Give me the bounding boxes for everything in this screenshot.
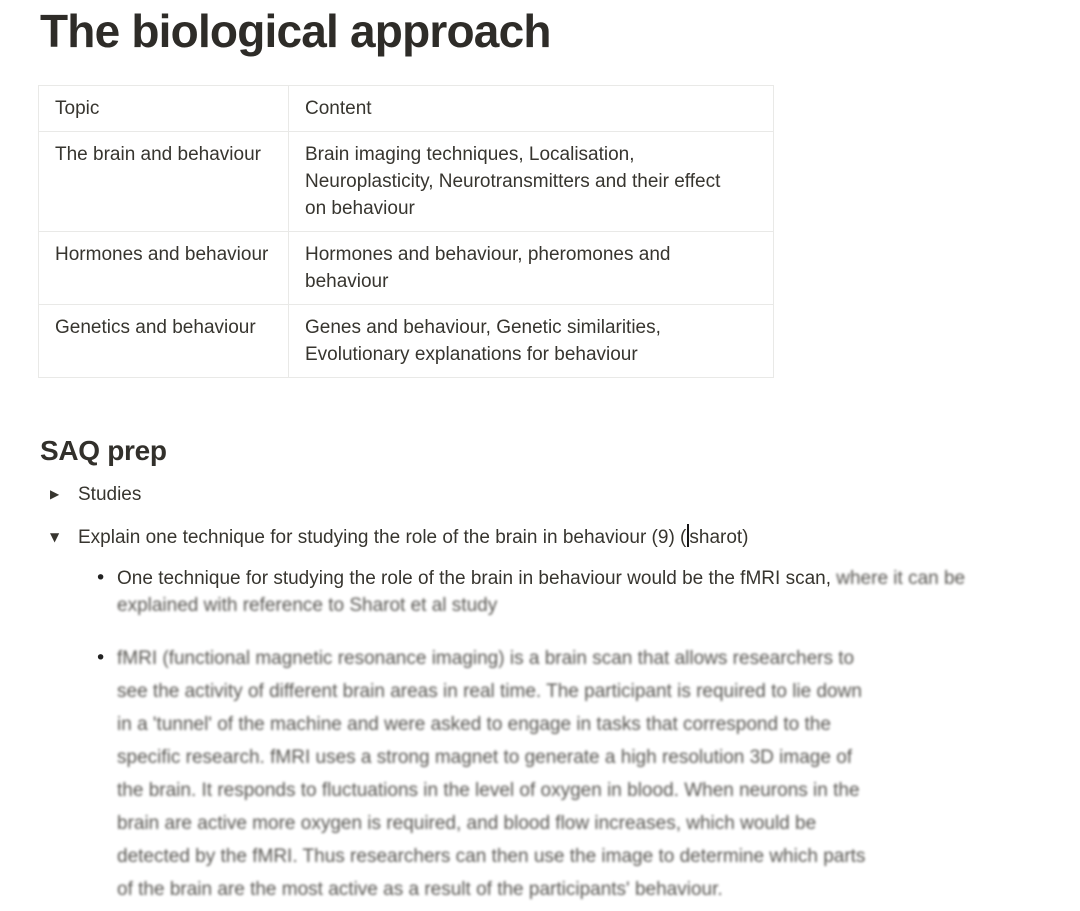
bullet-text-line: the brain. It responds to fluctuations in the level of oxygen in blood. When neurons in the <box>117 780 860 801</box>
toggle-explain-technique[interactable] <box>40 524 1040 551</box>
table-header-row <box>39 86 774 132</box>
toggle-studies-label[interactable]: Studies <box>78 484 142 505</box>
bullet-text-line: fMRI (functional magnetic resonance imaging) is a brain scan that allows researchers to <box>117 648 855 669</box>
toggle-explain-label-before-cursor: Explain one technique for studying the role of the brain in behaviour (9) ( <box>78 527 687 548</box>
toggle-explain-label-after-cursor: sharot) <box>689 527 749 548</box>
bullet-text-line: brain are active more oxygen is required, and blood flow increases, which would be <box>117 813 817 834</box>
toggle-collapsed-icon[interactable]: ▶ <box>50 487 60 501</box>
bullet-text-line: detected by the fMRI. Thus researchers can then use the image to determine which parts <box>117 846 866 867</box>
toggle-studies[interactable] <box>40 481 1040 508</box>
table-row <box>39 305 774 378</box>
content-cell-text: Brain imaging techniques, Localisation, Neuroplasticity, Neurotransmitters and their effect on behaviour <box>305 144 721 219</box>
bullet-text-line: specific research. fMRI uses a strong magnet to generate a high resolution 3D image of <box>117 747 853 768</box>
bullet-item-fmri-intro[interactable] <box>40 565 1040 619</box>
bullet-text-blurred: where it can be explained with reference to Sharot et al study <box>117 568 966 616</box>
table-row <box>39 132 774 232</box>
topic-cell[interactable]: Genetics and behaviour <box>39 305 289 378</box>
toggle-explain-label[interactable] <box>78 524 749 551</box>
bullet-text-sharp: One technique for studying the role of the brain in behaviour would be the fMRI scan, <box>117 568 831 589</box>
content-cell[interactable] <box>289 132 774 232</box>
page-title[interactable]: The biological approach <box>40 5 551 57</box>
bullet-icon: • <box>95 567 107 589</box>
content-cell[interactable] <box>289 232 774 305</box>
table-header-topic[interactable]: Topic <box>39 86 289 132</box>
table-row <box>39 232 774 305</box>
bullet-icon: • <box>95 647 107 669</box>
topic-cell[interactable]: The brain and behaviour <box>39 132 289 232</box>
content-cell-text: Hormones and behaviour, pheromones and behaviour <box>305 244 671 292</box>
bullet-text-line: of the brain are the most active as a result of the participants' behaviour. <box>117 879 723 900</box>
bullet-text[interactable] <box>117 642 865 906</box>
bullet-text-line: see the activity of different brain areas in real time. The participant is required to lie down <box>117 681 862 702</box>
bullet-text[interactable] <box>117 565 969 619</box>
content-cell-text: Genes and behaviour, Genetic similarities, Evolutionary explanations for behaviour <box>305 317 661 365</box>
toggle-expanded-icon[interactable]: ▼ <box>50 530 60 544</box>
section-heading-saq-prep[interactable]: SAQ prep <box>40 435 167 466</box>
table-header-content[interactable]: Content <box>289 86 774 132</box>
content-cell[interactable] <box>289 305 774 378</box>
bullet-item-fmri-explanation[interactable] <box>40 642 1040 906</box>
topic-cell[interactable]: Hormones and behaviour <box>39 232 289 305</box>
bullet-text-line: in a 'tunnel' of the machine and were asked to engage in tasks that correspond to the <box>117 714 831 735</box>
topics-table <box>38 85 774 378</box>
